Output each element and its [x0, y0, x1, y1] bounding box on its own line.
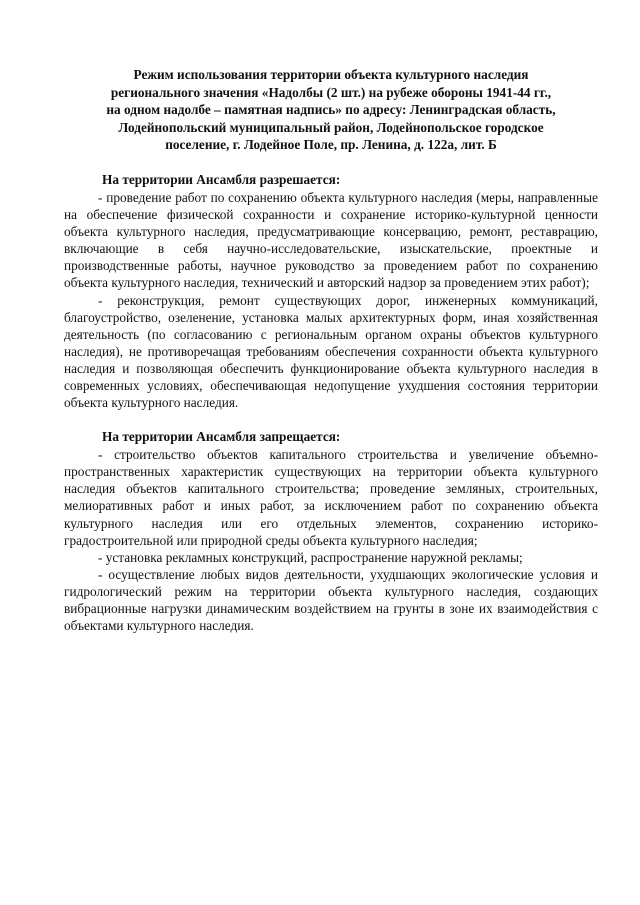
prohibited-section — [64, 428, 598, 634]
prohibited-item: - строительство объектов капитального строительства и увеличение объемно-пространственных характеристик существующих на территории объекта культурного наследия объектов капитального строительства; проведение земляных, строительных, мелиоративных работ и иных работ, за исключением работ по сохранению объекта культурного наследия или его отдельных элементов, сохранению историко-градостроительной или природной среды объекта культурного наследия; — [64, 447, 598, 548]
title-line: Режим использования территории объекта культурного наследия — [133, 67, 529, 82]
allowed-section — [64, 171, 598, 411]
allowed-item: - реконструкция, ремонт существующих дорог, инженерных коммуникаций, благоустройство, озеленение, установка малых архитектурных форм, иная хозяйственная деятельность (по согласованию с региональным органом охраны объектов культурного наследия), не противоречащая требованиям обеспечения сохранности объекта культурного наследия и позволяющая обеспечить функционирование объекта культурного наследия в современных условиях, обеспечивающая недопущение ухудшения состояния территории объекта культурного наследия. — [64, 292, 598, 411]
allowed-heading: На территории Ансамбля разрешается: — [102, 171, 341, 187]
prohibited-item: - осуществление любых видов деятельности, ухудшающих экологические условия и гидрологический режим на территории объекта культурного наследия, создающих вибрационные нагрузки динамическим воздействием на грунты в зоне их взаимодействия с объектами культурного наследия. — [64, 566, 598, 634]
prohibited-item: - установка рекламных конструкций, распространение наружной рекламы; — [98, 549, 523, 565]
title-line: поселение, г. Лодейное Поле, пр. Ленина, д. 122а, лит. Б — [165, 137, 497, 153]
title-line: на одном надолбе – памятная надпись» по адресу: Ленинградская область, — [106, 102, 556, 118]
prohibited-heading: На территории Ансамбля запрещается: — [102, 429, 341, 445]
allowed-item: - проведение работ по сохранению объекта культурного наследия (меры, направленные на обеспечение физической сохранности и сохранение историко-культурной ценности объекта культурного наследия, предусматривающие консервацию, ремонт, реставрацию, включающие в себя научно-исследовательские, изыскательские, проектные и производственные работы, научное руководство за проведением работ по сохранению объекта культурного наследия, технический и авторский надзор за проведением этих работ); — [64, 189, 598, 291]
document-title — [64, 66, 598, 154]
title-line: регионального значения «Надолбы (2 шт.) на рубеже обороны 1941-44 гг., — [110, 84, 552, 100]
title-line: Лодейнопольский муниципальный район, Лодейнопольское городское — [118, 119, 544, 135]
